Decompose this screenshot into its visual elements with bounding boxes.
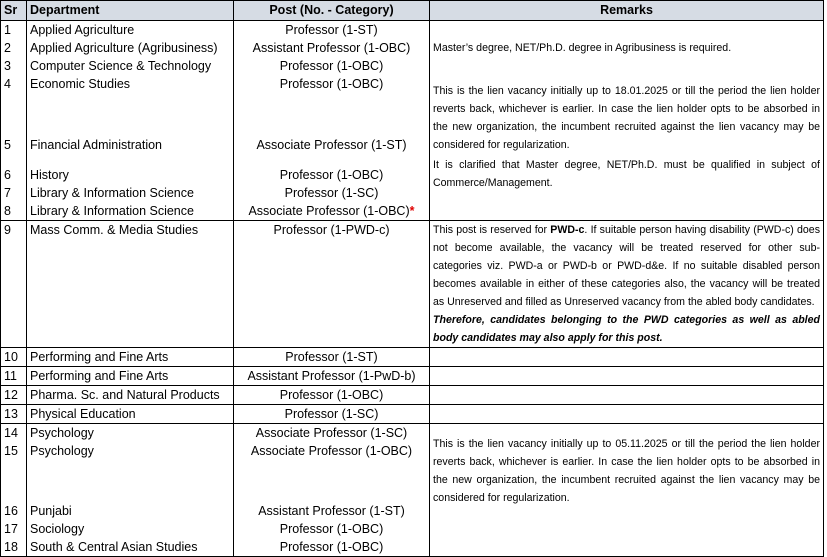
- sr-cell: 12: [1, 386, 27, 405]
- department-cell: Mass Comm. & Media Studies: [27, 221, 234, 348]
- sr-cell: 7: [1, 184, 27, 202]
- table-row: [1, 221, 824, 348]
- sr-cell: 4: [1, 75, 27, 136]
- post-cell: Professor (1-OBC): [234, 520, 430, 538]
- remarks-cell: [430, 221, 824, 348]
- sr-cell: 17: [1, 520, 27, 538]
- post-cell: Professor (1-OBC): [234, 75, 430, 136]
- remark-lien-economic: This is the lien vacancy initially up to 18.01.2025 or till the period the lien holder reverts back, whichever is earlier. In case the lien holder opts to be absorbed in the new organization, the incumbent recruited against the lien vacancy may be considered for regularization.: [433, 85, 820, 151]
- remarks-cell: [430, 348, 824, 367]
- department-cell: Physical Education: [27, 405, 234, 424]
- department-cell: Punjabi: [27, 502, 234, 520]
- sr-cell: 8: [1, 202, 27, 221]
- department-cell: Psychology: [27, 442, 234, 502]
- remark-lien-psychology: This is the lien vacancy initially up to 05.11.2025 or till the period the lien holder reverts back, whichever is earlier. In case the lien holder opts to be absorbed in the new organization, the incumbent recruited against the lien vacancy may be considered for regularization.: [433, 438, 820, 504]
- table-row: [1, 21, 824, 40]
- post-cell: Associate Professor (1-OBC): [234, 442, 430, 502]
- post-cell: Professor (1-OBC): [234, 166, 430, 184]
- post-cell: Professor (1-PWD-c): [234, 221, 430, 348]
- sr-cell: 1: [1, 21, 27, 40]
- department-cell: South & Central Asian Studies: [27, 538, 234, 557]
- post-cell: Assistant Professor (1-PwD-b): [234, 367, 430, 386]
- remark-pwd-rest: . If suitable person having disability (PWD-c) does not become available, the vacancy will be treated reserved for other sub-categories viz. PWD-a or PWD-b or PWD-d&e. If no suitable disabled person becomes available in either of these categories also, the vacancy will be treated as Unreserved and filled as Unreserved vacancy from the abled body candidates.: [433, 224, 820, 308]
- department-cell: History: [27, 166, 234, 184]
- sr-cell: 13: [1, 405, 27, 424]
- remark-pwd-note: Therefore, candidates belonging to the PWD categories as well as abled body candidates may also apply for this post.: [433, 314, 820, 344]
- sr-cell: 11: [1, 367, 27, 386]
- remark-pwd: [433, 221, 820, 311]
- sr-cell: 5: [1, 136, 27, 166]
- post-cell: Professor (1-SC): [234, 184, 430, 202]
- remarks-cell: [430, 424, 824, 557]
- department-cell: Performing and Fine Arts: [27, 348, 234, 367]
- header-remarks: Remarks: [430, 1, 824, 21]
- post-text: Associate Professor (1-OBC): [248, 204, 410, 218]
- remark-financial: It is clarified that Master degree, NET/Ph.D. must be qualified in subject of Commerce/Management.: [433, 159, 820, 189]
- table-row: [1, 405, 824, 424]
- post-cell: Professor (1-OBC): [234, 57, 430, 75]
- post-cell: Professor (1-OBC): [234, 386, 430, 405]
- table-row: [1, 386, 824, 405]
- department-cell: Pharma. Sc. and Natural Products: [27, 386, 234, 405]
- table-row: [1, 424, 824, 443]
- post-cell: Professor (1-ST): [234, 21, 430, 40]
- sr-cell: 2: [1, 39, 27, 57]
- department-cell: Applied Agriculture: [27, 21, 234, 40]
- sr-cell: 6: [1, 166, 27, 184]
- department-cell: Financial Administration: [27, 136, 234, 166]
- sr-cell: 9: [1, 221, 27, 348]
- remarks-cell: [430, 367, 824, 386]
- sr-cell: 16: [1, 502, 27, 520]
- table-row: [1, 348, 824, 367]
- department-cell: Sociology: [27, 520, 234, 538]
- post-cell: Assistant Professor (1-ST): [234, 502, 430, 520]
- header-post: Post (No. - Category): [234, 1, 430, 21]
- department-cell: Library & Information Science: [27, 202, 234, 221]
- sr-cell: 14: [1, 424, 27, 443]
- remark-pwd-category: PWD-c: [550, 224, 585, 236]
- header-row: [1, 1, 824, 21]
- post-cell: Professor (1-OBC): [234, 538, 430, 557]
- sr-cell: 10: [1, 348, 27, 367]
- department-cell: Computer Science & Technology: [27, 57, 234, 75]
- post-cell: Professor (1-ST): [234, 348, 430, 367]
- remarks-cell: [430, 386, 824, 405]
- header-department: Department: [27, 1, 234, 21]
- remarks-cell: [430, 405, 824, 424]
- post-cell: [234, 202, 430, 221]
- sr-cell: 18: [1, 538, 27, 557]
- sr-cell: 15: [1, 442, 27, 502]
- header-sr: Sr: [1, 1, 27, 21]
- department-cell: Library & Information Science: [27, 184, 234, 202]
- department-cell: Performing and Fine Arts: [27, 367, 234, 386]
- department-cell: Applied Agriculture (Agribusiness): [27, 39, 234, 57]
- sr-cell: 3: [1, 57, 27, 75]
- department-cell: Psychology: [27, 424, 234, 443]
- remark-agribusiness: Master’s degree, NET/Ph.D. degree in Agribusiness is required.: [433, 42, 732, 54]
- remarks-cell: [430, 21, 824, 221]
- asterisk-mark: *: [409, 204, 415, 218]
- post-cell: Professor (1-SC): [234, 405, 430, 424]
- department-cell: Economic Studies: [27, 75, 234, 136]
- post-cell: Assistant Professor (1-OBC): [234, 39, 430, 57]
- post-cell: Associate Professor (1-ST): [234, 136, 430, 166]
- remark-pwd-intro: This post is reserved for: [433, 224, 551, 236]
- post-cell: Associate Professor (1-SC): [234, 424, 430, 443]
- table-row: [1, 367, 824, 386]
